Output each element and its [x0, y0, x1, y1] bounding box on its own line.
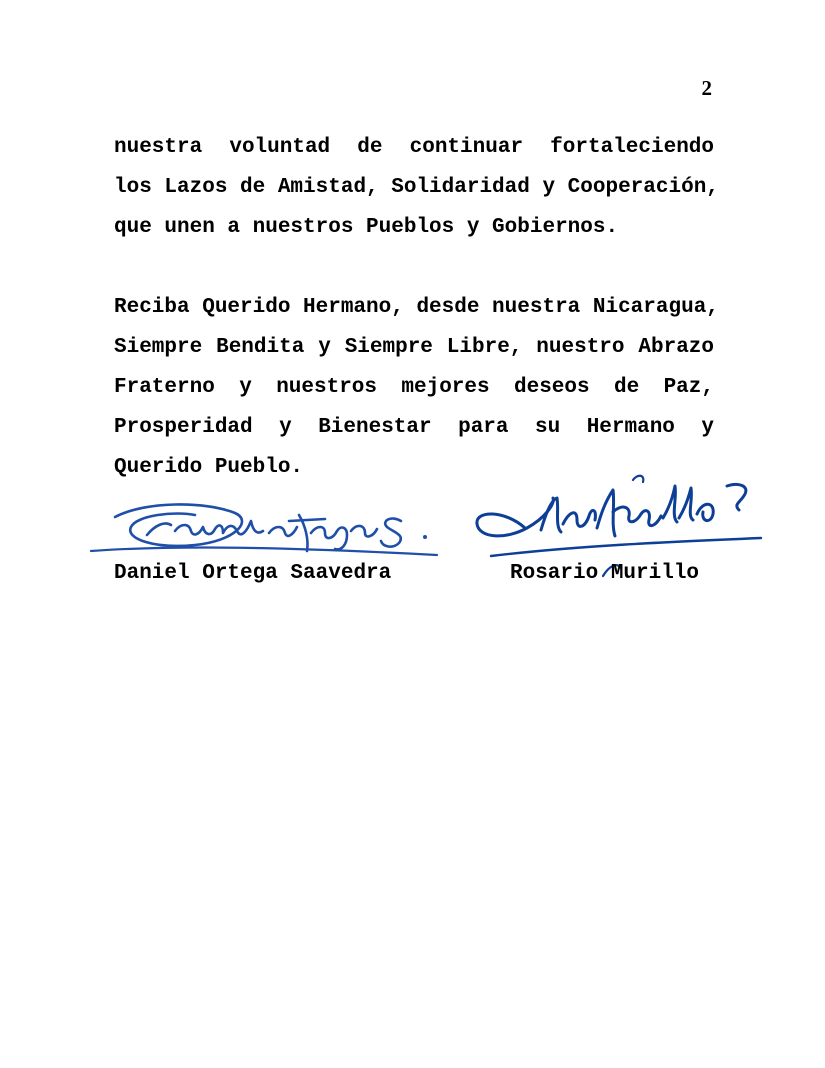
paragraph-line: Fraterno y nuestros mejores deseos de Paz,	[114, 376, 714, 399]
paragraph-line: Reciba Querido Hermano, desde nuestra Nicaragua,	[114, 296, 719, 319]
page-number: 2	[701, 76, 712, 100]
signer-name-murillo: Rosario Murillo	[510, 562, 700, 585]
paragraph-line: Siempre Bendita y Siempre Libre, nuestro Abrazo	[114, 336, 714, 359]
paragraph-line: Querido Pueblo.	[114, 456, 304, 479]
signature-ortega	[85, 495, 445, 570]
signer-name-ortega: Daniel Ortega Saavedra	[114, 562, 392, 585]
letter-paragraph-greeting	[114, 288, 719, 488]
paragraph-line: nuestra voluntad de continuar fortaleciendo	[114, 136, 714, 159]
paragraph-line: que unen a nuestros Pueblos y Gobiernos.	[114, 216, 619, 239]
letter-paragraph-closing	[114, 128, 719, 248]
paragraph-line: los Lazos de Amistad, Solidaridad y Cooperación,	[114, 176, 719, 199]
signature-ortega-ink	[91, 504, 437, 555]
paragraph-line: Prosperidad y Bienestar para su Hermano y	[114, 416, 714, 439]
